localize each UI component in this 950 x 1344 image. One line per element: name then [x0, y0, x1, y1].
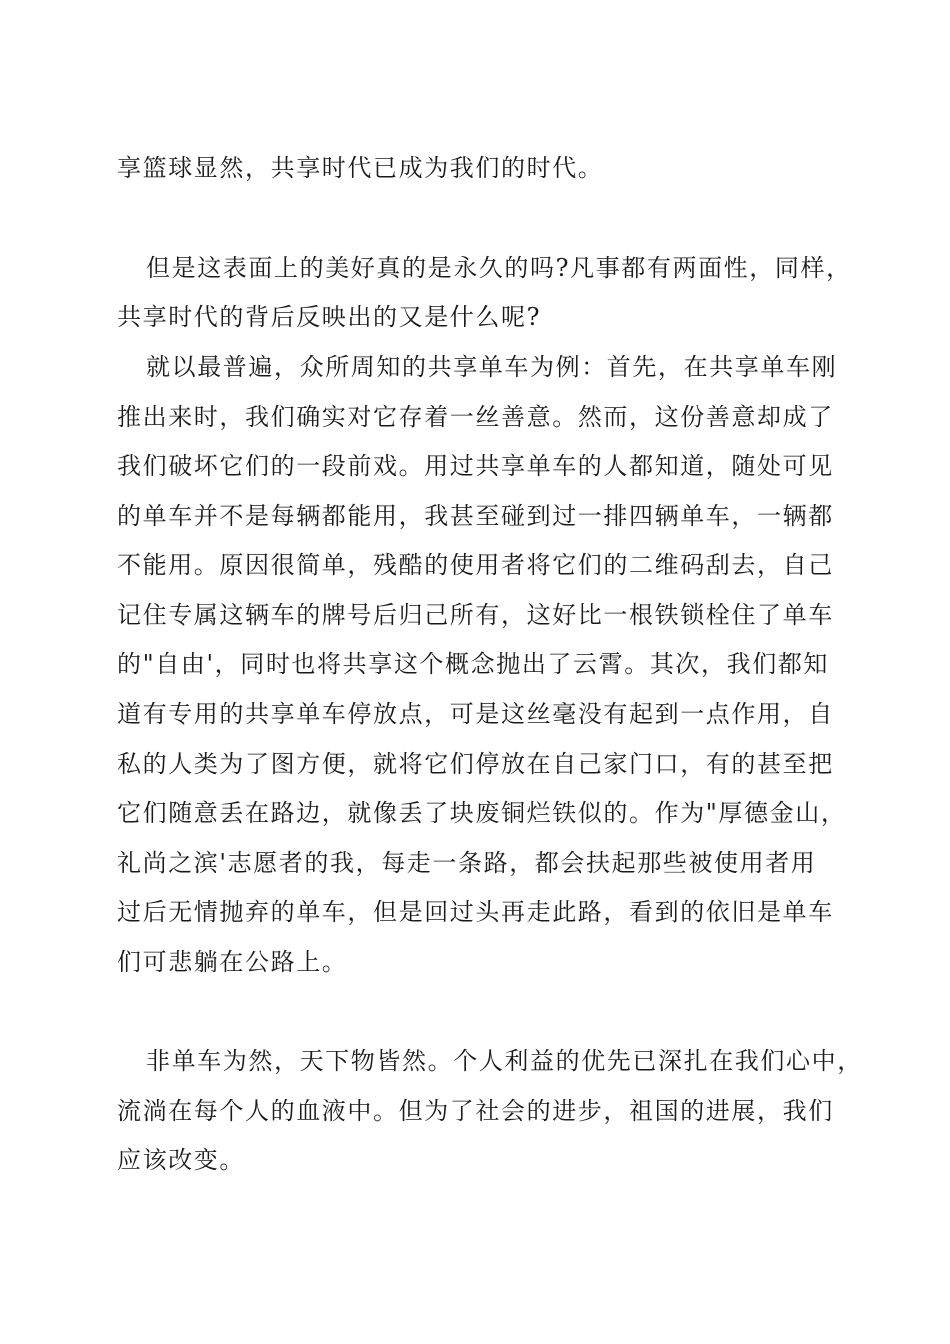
paragraph-line: 流淌在每个人的血液中。但为了社会的进步，祖国的进展，我们: [117, 1097, 834, 1125]
paragraph-line: 记住专属这辆车的牌号后归己所有，这好比一根铁锁栓住了单车: [117, 601, 834, 629]
paragraph-line: 私的人类为了图方便，就将它们停放在自己家门口，有的甚至把: [117, 750, 834, 778]
paragraph-line: 它们随意丢在路边，就像丢了块废铜烂铁似的。作为"厚德金山，: [117, 799, 847, 827]
paragraph-line: 应该改变。: [117, 1146, 245, 1174]
paragraph-line: 过后无情抛弃的单车，但是回过头再走此路，看到的依旧是单车: [117, 898, 834, 926]
paragraph-line: 就以最普遍，众所周知的共享单车为例：首先，在共享单车刚: [146, 353, 838, 381]
paragraph-line: 非单车为然，天下物皆然。个人利益的优先已深扎在我们心中，: [146, 1047, 863, 1075]
paragraph-line: 礼尚之滨'志愿者的我，每走一条路，都会扶起那些被使用者用: [117, 849, 817, 877]
paragraph-line: 我们破坏它们的一段前戏。用过共享单车的人都知道，随处可见: [117, 452, 834, 480]
paragraph-line: 推出来时，我们确实对它存着一丝善意。然而，这份善意却成了: [117, 403, 834, 431]
paragraph-line: 但是这表面上的美好真的是永久的吗?凡事都有两面性，同样，: [146, 254, 852, 282]
paragraph-line: 们可悲躺在公路上。: [117, 948, 348, 976]
paragraph-line: 的单车并不是每辆都能用，我甚至碰到过一排四辆单车，一辆都: [117, 502, 834, 530]
paragraph-line: 享篮球显然，共享时代已成为我们的时代。: [117, 154, 604, 182]
paragraph-line: 共享时代的背后反映出的又是什么呢?: [117, 303, 542, 331]
paragraph-line: 道有专用的共享单车停放点，可是这丝毫没有起到一点作用，自: [117, 700, 834, 728]
paragraph-line: 不能用。原因很简单，残酷的使用者将它们的二维码刮去，自己: [117, 551, 834, 579]
paragraph-line: 的"自由'，同时也将共享这个概念抛出了云霄。其次，我们都知: [117, 650, 830, 678]
